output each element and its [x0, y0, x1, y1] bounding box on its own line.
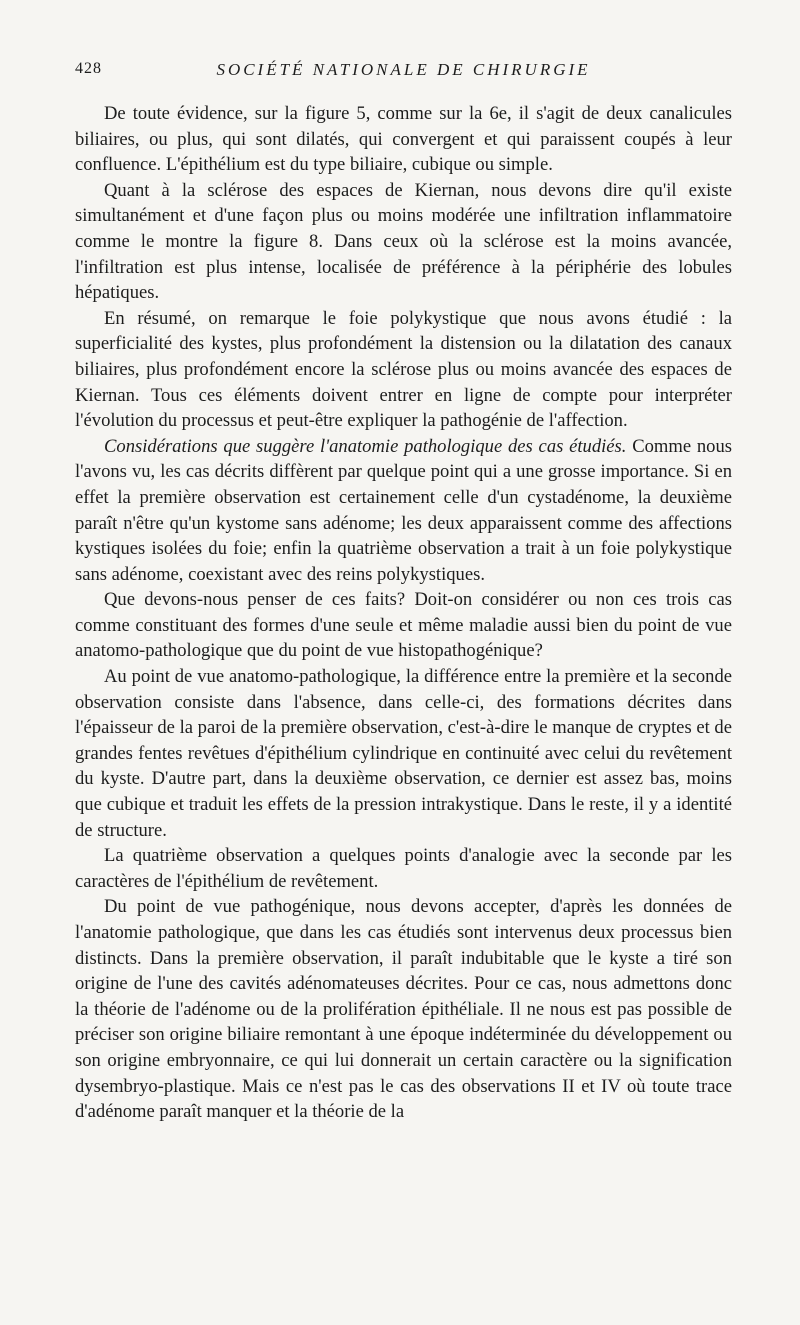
page-number: 428: [75, 60, 102, 77]
body-text: [75, 101, 732, 1125]
paragraph: En résumé, on remarque le foie polykystique que nous avons étudié : la superficialité des kystes, plus profondément la distension ou la dilatation des canaux biliaires, plus profondément encore la sclérose plus ou moins avancée des espaces de Kiernan. Tous ces éléments doivent entrer en ligne de compte pour interpréter l'évolution du processus et peut-être expliquer la pathogénie de l'affection.: [75, 307, 732, 432]
paragraph: Au point de vue anatomo-pathologique, la différence entre la première et la seconde observation consiste dans l'absence, dans celle-ci, des formations décrites dans l'épaisseur de la paroi de la première observation, c'est-à-dire le manque de cryptes et de grandes fentes revêtues d'épithélium cylindrique en continuité avec celui du revêtement du kyste. D'autre part, dans la deuxième observation, ce dernier est assez bas, moins que cubique et traduit les effets de la pression intrakystique. Dans le reste, il y a identité de structure.: [75, 666, 732, 841]
section-title: Considérations que suggère l'anatomie pathologique des cas étudiés.: [104, 435, 627, 457]
paragraph-text: Comme nous l'avons vu, les cas décrits diffèrent par quelque point qui a une grosse importance. Si en effet la première observation est certainement celle d'un cystadénome, la deuxième paraît n'être qu'un kystome sans adénome; les deux apparaissent comme des affections kystiques isolées du foie; enfin la quatrième observation a trait à un foie polykystique sans adénome, coexistant avec des reins polykystiques.: [75, 435, 732, 585]
running-head: SOCIÉTÉ NATIONALE DE CHIRURGIE: [216, 60, 591, 79]
paragraph: La quatrième observation a quelques points d'analogie avec la seconde par les caractères de l'épithélium de revêtement.: [75, 845, 732, 892]
paragraph: De toute évidence, sur la figure 5, comme sur la 6e, il s'agit de deux canalicules biliaires, ou plus, qui sont dilatés, qui convergent et qui paraissent coupés à leur confluence. L'épithélium est du type biliaire, cubique ou simple.: [75, 103, 732, 176]
paragraph: Que devons-nous penser de ces faits? Doit-on considérer ou non ces trois cas comme constituant des formes d'une seule et même maladie aussi bien du point de vue anatomo-pathologique que du point de vue histopathogénique?: [75, 589, 732, 662]
paragraph: Du point de vue pathogénique, nous devons accepter, d'après les données de l'anatomie pathologique, que dans les cas étudiés sont intervenus deux processus bien distincts. Dans la première observation, il paraît indubitable que le kyste a tiré son origine de l'une des cavités adénomateuses décrites. Pour ce cas, nous admettons donc la théorie de l'adénome ou de la prolifération épithéliale. Il ne nous est pas possible de préciser son origine biliaire remontant à une époque indéterminée du développement ou son origine embryonnaire, ce qui lui donnerait un certain caractère ou la signification dysembryo-plastique. Mais ce n'est pas le cas des observations II et IV où toute trace d'adénome paraît manquer et la théorie de la: [75, 896, 732, 1123]
paragraph: [75, 434, 732, 588]
paragraph: Quant à la sclérose des espaces de Kiernan, nous devons dire qu'il existe simultanément et d'une façon plus ou moins modérée une infiltration inflammatoire comme le montre la figure 8. Dans ceux où la sclérose est la moins avancée, l'infiltration est plus intense, localisée de préférence à la périphérie des lobules hépatiques.: [75, 179, 732, 304]
page-header: [75, 60, 732, 86]
